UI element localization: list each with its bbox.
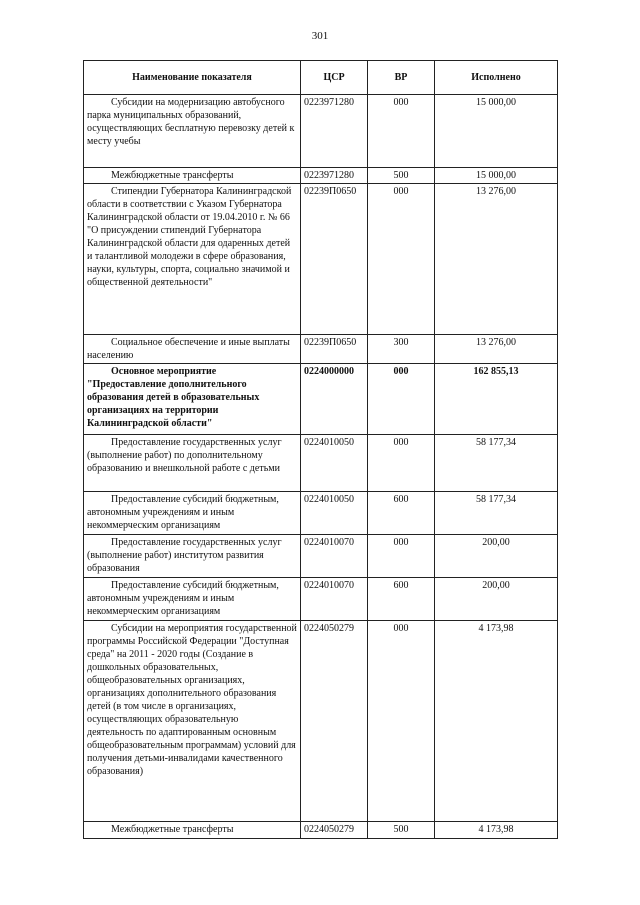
row-csr-cell: 0224010050 <box>301 435 368 492</box>
row-csr-cell: 02239П0650 <box>301 184 368 335</box>
table-row <box>84 621 558 822</box>
row-name-cell: Предоставление субсидий бюджетным, автономным учреждениям и иным некоммерческим организациям <box>84 492 301 535</box>
table-row <box>84 364 558 435</box>
row-executed-cell: 15 000,00 <box>435 168 558 184</box>
table-body <box>84 95 558 839</box>
row-name-cell: Предоставление государственных услуг (выполнение работ) по дополнительному образованию и внешкольной работе с детьми <box>84 435 301 492</box>
row-csr-cell: 0224010070 <box>301 535 368 578</box>
header-name: Наименование показателя <box>84 61 301 95</box>
row-name-cell: Социальное обеспечение и иные выплаты населению <box>84 335 301 364</box>
row-vr-cell: 000 <box>368 535 435 578</box>
header-csr: ЦСР <box>301 61 368 95</box>
row-executed-cell: 15 000,00 <box>435 95 558 168</box>
table-row <box>84 435 558 492</box>
page-number: 301 <box>311 30 329 42</box>
row-name-cell: Межбюджетные трансферты <box>84 822 301 839</box>
row-executed-cell: 58 177,34 <box>435 435 558 492</box>
table-header-row <box>84 61 558 95</box>
row-vr-cell: 000 <box>368 184 435 335</box>
row-csr-cell: 02239П0650 <box>301 335 368 364</box>
row-csr-cell: 0224050279 <box>301 822 368 839</box>
row-name-cell: Основное мероприятие "Предоставление дополнительного образования детей в образовательных организациях на территории Калининградской области" <box>84 364 301 435</box>
header-executed: Исполнено <box>435 61 558 95</box>
row-name-cell: Межбюджетные трансферты <box>84 168 301 184</box>
row-executed-cell: 200,00 <box>435 535 558 578</box>
row-vr-cell: 000 <box>368 435 435 492</box>
table-row <box>84 184 558 335</box>
row-csr-cell: 0223971280 <box>301 168 368 184</box>
row-vr-cell: 600 <box>368 492 435 535</box>
row-name-cell: Субсидии на мероприятия государственной программы Российской Федерации "Доступная среда" на 2011 - 2020 годы (Создание в дошкольных образовательных, общеобразовательных организациях, организациях дополнительного образования детей (в том числе в организациях, осуществляющих образовательную деятельность по адаптированным основным общеобразовательным программам) условий для получения детьми-инвалидами качественного образования) <box>84 621 301 822</box>
row-vr-cell: 500 <box>368 822 435 839</box>
budget-table <box>83 60 558 839</box>
row-csr-cell: 0223971280 <box>301 95 368 168</box>
row-name-cell: Предоставление государственных услуг (выполнение работ) институтом развития образования <box>84 535 301 578</box>
row-csr-cell: 0224010070 <box>301 578 368 621</box>
row-csr-cell: 0224010050 <box>301 492 368 535</box>
row-name-cell: Стипендии Губернатора Калининградской области в соответствии с Указом Губернатора Калининградской области от 19.04.2010 г. № 66 "О присуждении стипендий Губернатора Калининградской области для одаренных детей и талантливой молодежи в сфере образования, науки, культуры, спорта, социально значимой и общественной деятельности" <box>84 184 301 335</box>
row-vr-cell: 600 <box>368 578 435 621</box>
row-executed-cell: 162 855,13 <box>435 364 558 435</box>
row-vr-cell: 300 <box>368 335 435 364</box>
row-executed-cell: 13 276,00 <box>435 184 558 335</box>
row-executed-cell: 13 276,00 <box>435 335 558 364</box>
row-executed-cell: 4 173,98 <box>435 621 558 822</box>
row-csr-cell: 0224000000 <box>301 364 368 435</box>
row-executed-cell: 4 173,98 <box>435 822 558 839</box>
table-row <box>84 822 558 839</box>
row-vr-cell: 000 <box>368 95 435 168</box>
row-executed-cell: 200,00 <box>435 578 558 621</box>
row-executed-cell: 58 177,34 <box>435 492 558 535</box>
row-vr-cell: 000 <box>368 364 435 435</box>
row-csr-cell: 0224050279 <box>301 621 368 822</box>
row-name-cell: Предоставление субсидий бюджетным, автономным учреждениям и иным некоммерческим организациям <box>84 578 301 621</box>
row-name-cell: Субсидии на модернизацию автобусного парка муниципальных образований, осуществляющих бесплатную перевозку детей к месту учебы <box>84 95 301 168</box>
table-row <box>84 95 558 168</box>
header-vr: ВР <box>368 61 435 95</box>
row-vr-cell: 500 <box>368 168 435 184</box>
table-row <box>84 535 558 578</box>
table-row <box>84 335 558 364</box>
table-row <box>84 492 558 535</box>
table-row <box>84 578 558 621</box>
table-row <box>84 168 558 184</box>
row-vr-cell: 000 <box>368 621 435 822</box>
